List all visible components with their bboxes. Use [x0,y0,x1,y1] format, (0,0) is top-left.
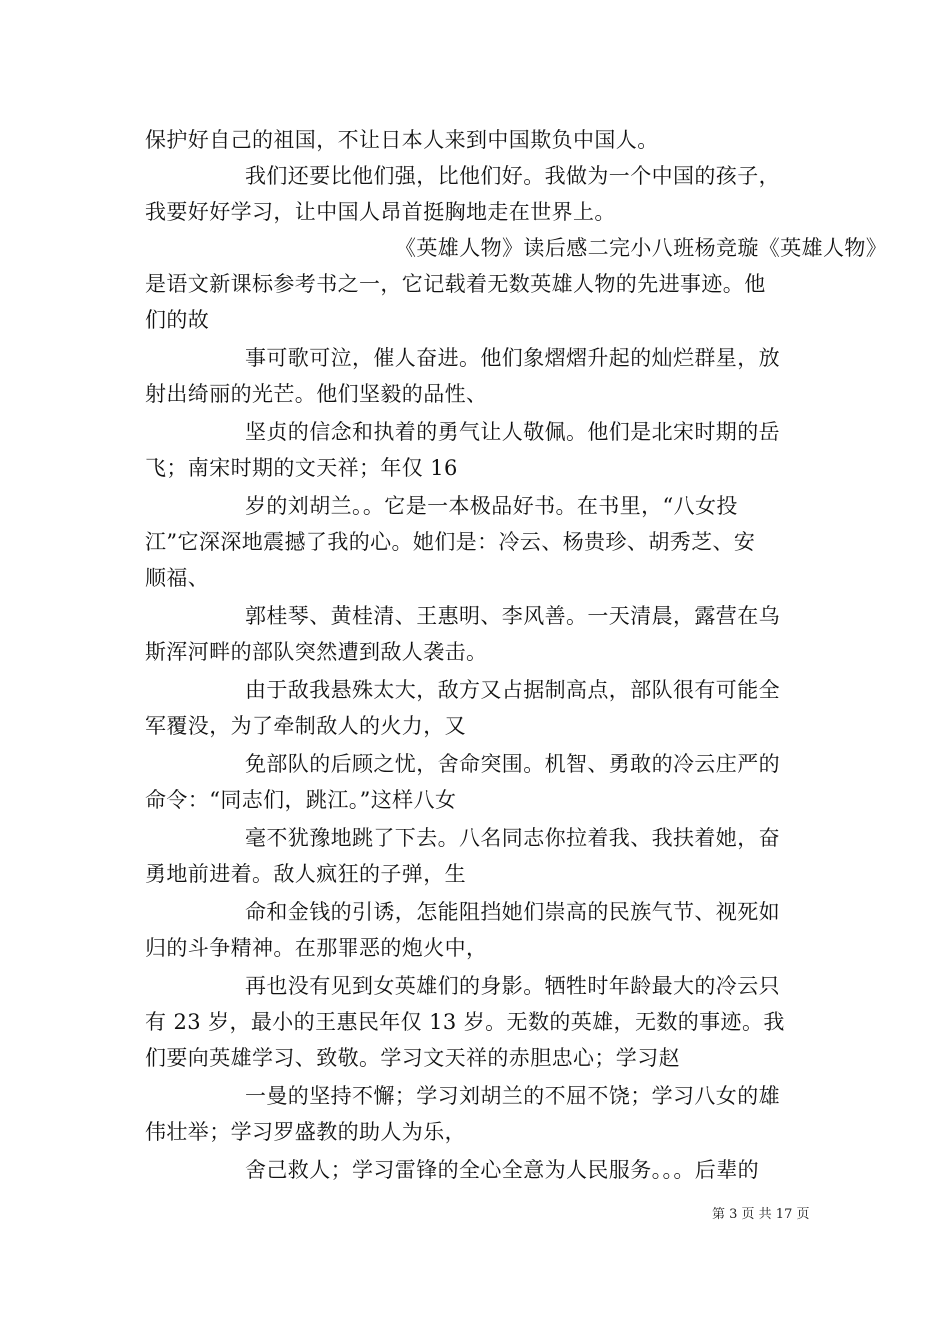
text-line: 飞；南宋时期的文天祥；年仅 16 [145,456,458,480]
text-line: 郭桂琴、黄桂清、王惠明、李风善。一天清晨，露营在乌 [245,604,780,628]
text-line: 伟壮举；学习罗盛教的助人为乐， [145,1120,466,1144]
text-line: 我们还要比他们强，比他们好。我做为一个中国的孩子， [245,164,780,188]
text-line: 斯浑河畔的部队突然遭到敌人袭击。 [145,640,488,664]
text-line: 我要好好学习，让中国人昂首挺胸地走在世界上。 [145,200,616,224]
text-line: 免部队的后顾之忧，舍命突围。机智、勇敢的冷云庄严的 [245,752,780,776]
text-line: 毫不犹豫地跳了下去。八名同志你拉着我、我扶着她，奋 [245,826,780,850]
text-line: 命令：“同志们，跳江。”这样八女 [145,788,457,812]
text-line: 射出绮丽的光芒。他们坚毅的品性、 [145,382,488,406]
text-line: 保护好自己的祖国，不让日本人来到中国欺负中国人。 [145,128,659,152]
text-line: 再也没有见到女英雄们的身影。牺牲时年龄最大的冷云只 [245,974,780,998]
page-number: 第 3 页 共 17 页 [712,1207,810,1222]
text-line: 舍己救人；学习雷锋的全心全意为人民服务。。。后辈的 [245,1158,759,1182]
text-line: 们的故 [145,308,210,332]
text-line: 勇地前进着。敌人疯狂的子弹，生 [145,862,466,886]
text-line: 归的斗争精神。在那罪恶的炮火中， [145,936,488,960]
text-line: 《英雄人物》读后感二完小八班杨竞璇《英雄人物》 [395,236,888,260]
text-line: 顺福、 [145,566,210,590]
text-line: 事可歌可泣，催人奋进。他们象熠熠升起的灿烂群星，放 [245,346,780,370]
text-line: 坚贞的信念和执着的勇气让人敬佩。他们是北宋时期的岳 [245,420,780,444]
text-line: 江”它深深地震撼了我的心。她们是：冷云、杨贵珍、胡秀芝、安 [145,530,756,554]
text-line: 一曼的坚持不懈；学习刘胡兰的不屈不饶；学习八女的雄 [245,1084,780,1108]
text-line: 命和金钱的引诱，怎能阻挡她们崇高的民族气节、视死如 [245,900,780,924]
text-line: 由于敌我悬殊太大，敌方又占据制高点，部队很有可能全 [245,678,780,702]
text-line: 岁的刘胡兰。。它是一本极品好书。在书里，“八女投 [245,494,738,518]
text-line: 们要向英雄学习、致敬。学习文天祥的赤胆忠心；学习赵 [145,1046,680,1070]
text-line: 军覆没，为了牵制敌人的火力，又 [145,714,466,738]
text-line: 有 23 岁，最小的王惠民年仅 13 岁。无数的英雄，无数的事迹。我 [145,1010,785,1034]
text-line: 是语文新课标参考书之一，它记载着无数英雄人物的先进事迹。他 [145,272,766,296]
